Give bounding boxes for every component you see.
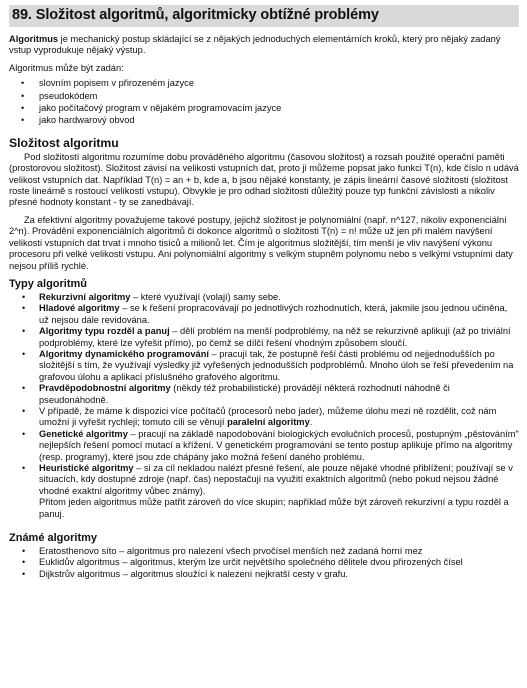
list-item: [9, 557, 519, 568]
list-item: [9, 103, 519, 114]
bullet-icon: •: [21, 78, 25, 89]
slozitost-paragraph-1: Pod složitostí algoritmu rozumíme dobu prováděného algoritmu (časovou složitost) a rozsah použité operační paměti (prostorovou složitost). Složitost závisí na velikosti vstupních dat, proto ji můžeme popsat jako funkci T(n), kde číslo n udává velikost vstupních dat. Například T(n) = an + b, kde a, b jsou nějaké konstanty, je zápis lineární časové složitosti (složitost roste lineárně s rostoucí velikostí vstupu). Obvykle je pro odhad složitosti důležitý pouze typ funkční závislosti a nikoliv přesné hodnoty konstant - ty se zanedbávají.: [9, 151, 519, 208]
section-heading-typy: Typy algoritmů: [9, 277, 88, 290]
bullet-icon: •: [22, 326, 26, 337]
bullet-icon: •: [21, 103, 25, 114]
list-item: [9, 349, 519, 383]
bullet-icon: •: [22, 463, 26, 473]
bullet-icon: •: [22, 428, 26, 439]
list-item: [9, 303, 519, 326]
list-item: [9, 292, 519, 303]
list-item: [9, 78, 519, 89]
intro-text: je mechanický postup skládající se z nějakých jednoduchých elementárních kroků, který pro nějaký zadaný vstup vyprodukuje nějaký výstup.: [9, 34, 501, 56]
slozitost-paragraph-2: Za efektivní algoritmy považujeme takové postupy, jejichž složitost je polynomiální (např. n^127, nikoliv exponenciální 2^n). Provádění exponenciálních algoritmů či dokonce algoritmů o složitosti T(n) = n! může už jen při malém navýšení velikosti vstupních dat trvat i mnoho tisíců a milionů let. Čím je algoritmus složitější, tím menší je vliv navýšení výkonu procesoru při velké velikosti vstupu. Ani polynomiální algoritmy s velkým stupněm polynomu nebo s velkými vstupními daty nejsou příliš rychlé.: [9, 214, 513, 271]
list-item: [9, 569, 519, 580]
item-text: .: [309, 417, 313, 428]
list-item: [9, 91, 519, 102]
page-title: 89. Složitost algoritmů, algoritmicky obtížné problémy: [12, 7, 379, 24]
list-item: [9, 546, 519, 557]
item-text: – si za cíl nekladou nalézt přesné řešení, ale pouze nějaké vhodné přiblížení; používají se v situacích, kdy dostupné zdroje (např. čas) nepostačují na využití exaktních algoritmů (nebo pokud nejsou žádné vhodné exaktní algoritmy vůbec známy).: [39, 463, 513, 496]
list-item-text: Eratosthenovo síto – algoritmus pro nalezení všech prvočísel menších než zadaná horní mez: [39, 546, 423, 557]
bullet-icon: •: [22, 405, 26, 416]
intro-term: Algoritmus: [9, 34, 59, 44]
item-term: Rekurzivní algoritmy: [39, 291, 131, 302]
item-term: Algoritmy dynamického programování: [39, 348, 209, 359]
item-term: Genetické algoritmy: [39, 428, 128, 439]
item-term: paralelní algoritmy: [227, 417, 310, 428]
document-page: [9, 5, 519, 580]
item-term: Hladové algoritmy: [39, 303, 120, 314]
section-heading-slozitost: Složitost algoritmu: [9, 135, 119, 150]
bullet-icon: •: [22, 557, 26, 568]
list-item: [9, 463, 519, 497]
bullet-icon: •: [22, 568, 26, 579]
list-item-text: slovním popisem v přirozeném jazyce: [39, 78, 195, 89]
item-text: – dělí problém na menší podproblémy, na něž se rekurzivně aplikují (až po triviální podproblémy, které lze vyřešit přímo), po čemž se dílčí řešení vhodným způsobem sloučí.: [39, 326, 511, 348]
intro-paragraph: [9, 34, 519, 57]
title-bar: [9, 5, 519, 27]
list-item: [9, 326, 519, 349]
list-item-text: jako počítačový program v nějakém programovacím jazyce: [39, 103, 282, 114]
bullet-icon: •: [22, 546, 26, 557]
item-text: – pracují tak, že postupně řeší části problému od nejjednodušších po složitější s tím, že využívají výsledky již vyřešených jednodušších podproblémů. Mnoho úloh se řeší převedením na grafovou úlohu a aplikací příslušného grafového algoritmu.: [39, 348, 514, 382]
item-text: – které využívají (volají) samy sebe.: [130, 291, 281, 302]
bullet-icon: •: [22, 383, 26, 394]
list-item-text: Dijkstrův algoritmus – algoritmus sloužící k nalezení nejkratší cesty v grafu.: [39, 568, 348, 579]
typy-list: [9, 292, 519, 497]
item-term: Algoritmy typu rozděl a panuj: [39, 326, 170, 337]
item-text: – pracují na základě napodobování biologických evolučních procesů, postupným „pěstováním" nejlepších řešení pomocí mutací a křížení. V genetickém programování se tento postup aplikuje přímo na algoritmy (resp. programy), které jsou zde chápány jako možná řešení daného problému.: [39, 428, 519, 462]
list-item: [9, 383, 519, 406]
list-item-text: jako hardwarový obvod: [39, 115, 135, 126]
bullet-icon: •: [21, 90, 25, 101]
item-text: – se k řešení propracovávají po jednotlivých rozhodnutích, která, jakmile jsou jednou učiněna, už nejsou dále revidována.: [39, 303, 508, 325]
typy-tail: Přitom jeden algoritmus může patřit zároveň do více skupin; například může být zároveň rekurzivní a typu rozděl a panuj.: [39, 497, 509, 519]
bullet-icon: •: [22, 291, 26, 302]
list-item-text: Euklidův algoritmus – algoritmus, kterým lze určit největšího společného dělitele dvou přirozených čísel: [39, 557, 463, 568]
list-item: [9, 115, 519, 126]
zadani-label: Algoritmus může být zadán:: [9, 62, 124, 73]
item-text: (někdy též probabilistické) provádějí některá rozhodnutí náhodně či pseudonáhodně.: [39, 383, 450, 405]
item-term: Pravděpodobnostní algoritmy: [39, 383, 171, 394]
section-heading-zname: Známé algoritmy: [9, 532, 98, 545]
list-item-text: pseudokódem: [39, 90, 98, 101]
bullet-icon: •: [22, 303, 26, 314]
bullet-icon: •: [21, 115, 25, 126]
list-item: [9, 406, 519, 429]
zadani-list: [9, 78, 519, 127]
item-term: Heuristické algoritmy: [39, 463, 134, 473]
list-item: [9, 429, 519, 463]
item-text: V případě, že máme k dispozici více počítačů (procesorů nebo jader), můžeme úlohu mezi ně rozdělit, což nám umožní ji vyřešit rychleji; tomuto cíli se věnují: [39, 405, 497, 428]
zname-list: [9, 546, 519, 580]
bullet-icon: •: [22, 348, 26, 359]
